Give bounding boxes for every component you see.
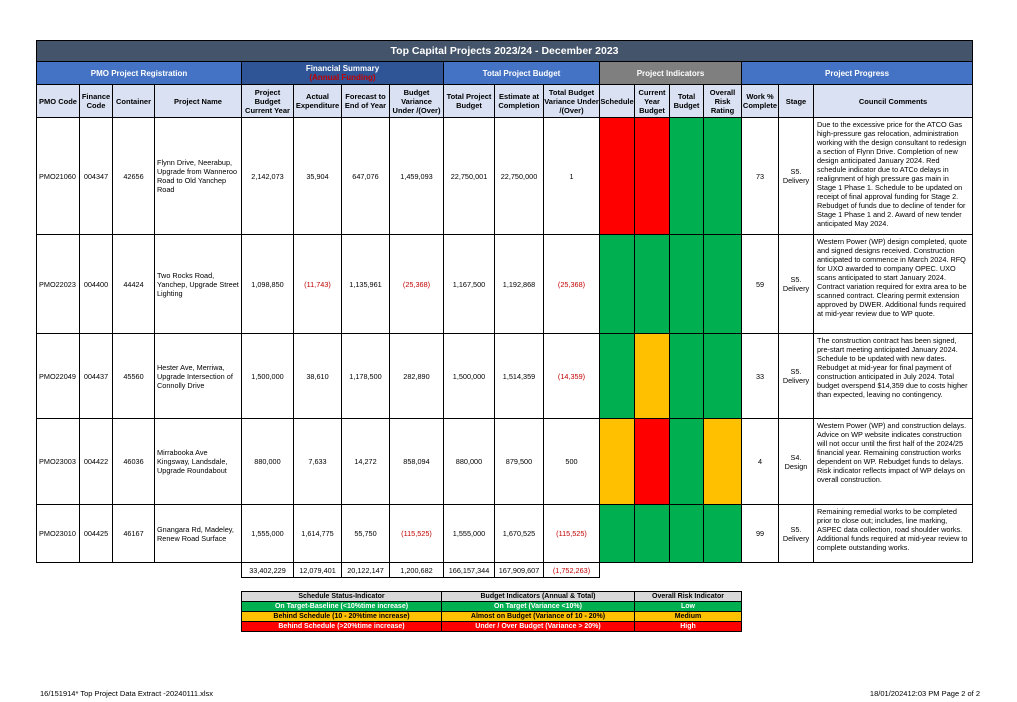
council-comment: The construction contract has been signed, pre-start meeting anticipated January 2024. Schedule to be updated with new dates. Rebudget at mid-year for final payment of construction anticipated in July 2024. Total budget overspend $14,359 due to costs higher than expected, leaving no contingency. [814,334,973,419]
total-estimate-completion: 167,909,607 [495,563,544,578]
total-budget-variance: (14,359) [544,334,600,419]
group-registration: PMO Project Registration [37,62,242,85]
budget-variance: (115,525) [390,505,444,563]
col-estimate-completion: Estimate at Completion [495,85,544,118]
total-budget-indicator [670,118,704,235]
container: 46036 [113,419,155,505]
col-council-comments: Council Comments [814,85,973,118]
col-total-budget: Total Budget [670,85,704,118]
group-progress: Project Progress [742,62,973,85]
work-complete: 59 [742,235,779,334]
col-total-budget-variance: Total Budget Variance Under /(Over) [544,85,600,118]
finance-code: 004422 [80,419,113,505]
overall-risk-indicator [704,118,742,235]
stage [779,334,814,419]
col-finance-code: Finance Code [80,85,113,118]
stage-code: S5. [790,167,802,176]
project-budget: 880,000 [242,419,294,505]
schedule-indicator [600,505,635,563]
estimate-completion: 1,192,868 [495,235,544,334]
council-comment: Due to the excessive price for the ATCO Gas high-pressure gas relocation, administration working with the design consultant to redesign a section of Flynn Drive. Completion of new design anticipated January 2024. Red schedule indicator due to ATCo delays in realignment of high pressure gas main in Stage 1 Phase 1. Schedule to be updated on receipt of final approval funding for Stage 2. Rebudget of funds due to decline of tender for Stage 1 Phase 1 and 2. Award of new tender anticipated May 2024. [814,118,973,235]
overall-risk-indicator [704,235,742,334]
group-financial-summary [242,62,444,85]
col-pmo-code: PMO Code [37,85,80,118]
total-budget-variance: 500 [544,419,600,505]
current-year-budget-indicator [635,505,670,563]
project-budget: 2,142,073 [242,118,294,235]
col-schedule: Schedule [600,85,635,118]
work-complete: 33 [742,334,779,419]
pmo-code: PMO21060 [37,118,80,235]
pmo-code: PMO23003 [37,419,80,505]
finance-code: 004400 [80,235,113,334]
actual-expenditure: 38,610 [294,334,342,419]
footer-filename: 16/151914* Top Project Data Extract -20240111.xlsx [40,689,214,698]
project-budget: 1,098,850 [242,235,294,334]
estimate-completion: 1,670,525 [495,505,544,563]
legend-risk-green: Low [635,602,742,612]
finance-code: 004425 [80,505,113,563]
col-total-project-budget: Total Project Budget [444,85,495,118]
total-budget-variance: (25,368) [544,235,600,334]
container: 42656 [113,118,155,235]
forecast: 55,750 [342,505,390,563]
stage [779,505,814,563]
total-actual-expenditure: 12,079,401 [294,563,342,578]
legend-schedule-green: On Target-Baseline (<10%time increase) [242,602,442,612]
legend-risk-amber: Medium [635,612,742,622]
forecast: 647,076 [342,118,390,235]
council-comment: Western Power (WP) design completed, quote and signed designs received. Construction anticipated to commence in March 2024. RFQ for UXO awarded to company OPEC. UXO scans anticipated to start January 2024. Contract variation required for extra area to be scanned contract. Clearing permit extension approved by DWER. Additional funds required at mid-year review due to WP quote. [814,235,973,334]
total-project-budget: 1,500,000 [444,334,495,419]
schedule-indicator [600,118,635,235]
report-title: Top Capital Projects 2023/24 - December 2023 [37,41,973,62]
col-current-year-budget: Current Year Budget [635,85,670,118]
total-budget-variance: 1 [544,118,600,235]
stage [779,419,814,505]
total-project-budget: 1,167,500 [444,235,495,334]
estimate-completion: 1,514,359 [495,334,544,419]
project-name: Flynn Drive, Neerabup, Upgrade from Wanneroo Road to Old Yanchep Road [155,118,242,235]
stage-label: Delivery [782,533,810,543]
stage-code: S5. [790,524,802,534]
total-project-budget: 1,555,000 [444,505,495,563]
table-row [37,235,973,334]
stage-label: Delivery [782,176,810,185]
forecast: 14,272 [342,419,390,505]
schedule-indicator [600,419,635,505]
table-row [37,505,973,563]
overall-risk-indicator [704,505,742,563]
current-year-budget-indicator [635,334,670,419]
overall-risk-indicator [704,419,742,505]
legend-budget-amber: Almost on Budget (Variance of 10 - 20%) [442,612,635,622]
estimate-completion: 22,750,000 [495,118,544,235]
actual-expenditure: (11,743) [294,235,342,334]
stage-label: Delivery [782,376,810,385]
stage-code: S5. [790,275,802,284]
forecast: 1,135,961 [342,235,390,334]
project-budget: 1,500,000 [242,334,294,419]
col-stage: Stage [779,85,814,118]
council-comment: Western Power (WP) and construction delays. Advice on WP website indicates construction will not occur until the first half of the 2024/25 financial year. Remaining construction works dependent on WP. Rebudget funds to delays. Risk indicator reflects impact of WP delays on overall construction. [814,419,973,505]
table-row [37,118,973,235]
current-year-budget-indicator [635,419,670,505]
schedule-indicator [600,334,635,419]
budget-variance: 1,459,093 [390,118,444,235]
group-financial-line2: (Annual Funding) [309,73,376,82]
finance-code: 004437 [80,334,113,419]
total-total-project-budget: 166,157,344 [444,563,495,578]
legend-budget-header: Budget Indicators (Annual & Total) [442,592,635,602]
group-indicators: Project Indicators [600,62,742,85]
current-year-budget-indicator [635,118,670,235]
project-budget: 1,555,000 [242,505,294,563]
table-row [37,419,973,505]
stage-label: Design [784,461,808,471]
schedule-indicator [600,235,635,334]
legend-schedule-red: Behind Schedule (>20%time increase) [242,622,442,632]
forecast: 1,178,500 [342,334,390,419]
projects-table [36,40,973,578]
col-work-complete: Work % Complete [742,85,779,118]
total-budget-indicator [670,334,704,419]
legend-schedule-header: Schedule Status-Indicator [242,592,442,602]
project-name: Two Rocks Road, Yanchep, Upgrade Street Lighting [155,235,242,334]
stage-code: S4. [790,452,802,462]
legend-risk-header: Overall Risk Indicator [635,592,742,602]
container: 45560 [113,334,155,419]
work-complete: 73 [742,118,779,235]
project-name: Gnangara Rd, Madeley, Renew Road Surface [155,505,242,563]
project-name: Mirrabooka Ave Kingsway, Landsdale, Upgrade Roundabout [155,419,242,505]
pmo-code: PMO23010 [37,505,80,563]
council-comment: Remaining remedial works to be completed prior to close out; includes, line marking, ASPEC data collection, road shoulder works. Additional funds required at mid-year review to complete outstanding works. [814,505,973,563]
group-financial-line1: Financial Summary [305,64,380,73]
work-complete: 4 [742,419,779,505]
legend-schedule-amber: Behind Schedule (10 - 20%time increase) [242,612,442,622]
stage-code: S5. [790,367,802,376]
actual-expenditure: 7,633 [294,419,342,505]
project-name: Hester Ave, Merriwa, Upgrade Intersection of Connolly Drive [155,334,242,419]
pmo-code: PMO22049 [37,334,80,419]
legend-budget-red: Under / Over Budget (Variance > 20%) [442,622,635,632]
pmo-code: PMO22023 [37,235,80,334]
container: 46167 [113,505,155,563]
table-row [37,334,973,419]
col-forecast: Forecast to End of Year [342,85,390,118]
stage-label: Delivery [782,284,810,293]
total-project-budget: 880,000 [444,419,495,505]
finance-code: 004347 [80,118,113,235]
legend-budget-green: On Target (Variance <10%) [442,602,635,612]
col-container: Container [113,85,155,118]
work-complete: 99 [742,505,779,563]
totals-row [37,563,973,578]
col-budget-variance: Budget Variance Under /(Over) [390,85,444,118]
actual-expenditure: 1,614,775 [294,505,342,563]
stage [779,118,814,235]
col-project-name: Project Name [155,85,242,118]
col-project-budget: Project Budget Current Year [242,85,294,118]
group-total-budget: Total Project Budget [444,62,600,85]
total-budget-indicator [670,235,704,334]
col-actual-expenditure: Actual Expenditure [294,85,342,118]
total-forecast: 20,122,147 [342,563,390,578]
budget-variance: (25,368) [390,235,444,334]
total-total-budget-variance: (1,752,263) [544,563,600,578]
container: 44424 [113,235,155,334]
total-budget-indicator [670,505,704,563]
actual-expenditure: 35,904 [294,118,342,235]
total-budget-indicator [670,419,704,505]
total-budget-variance-annual: 1,200,682 [390,563,444,578]
col-overall-risk: Overall Risk Rating [704,85,742,118]
total-budget-variance: (115,525) [544,505,600,563]
legend-risk-red: High [635,622,742,632]
estimate-completion: 879,500 [495,419,544,505]
budget-variance: 282,890 [390,334,444,419]
total-project-budget: 22,750,001 [444,118,495,235]
current-year-budget-indicator [635,235,670,334]
legend-table [241,591,742,632]
budget-variance: 858,094 [390,419,444,505]
total-project-budget-cy: 33,402,229 [242,563,294,578]
footer-page: 18/01/202412:03 PM Page 2 of 2 [869,689,980,698]
stage [779,235,814,334]
overall-risk-indicator [704,334,742,419]
